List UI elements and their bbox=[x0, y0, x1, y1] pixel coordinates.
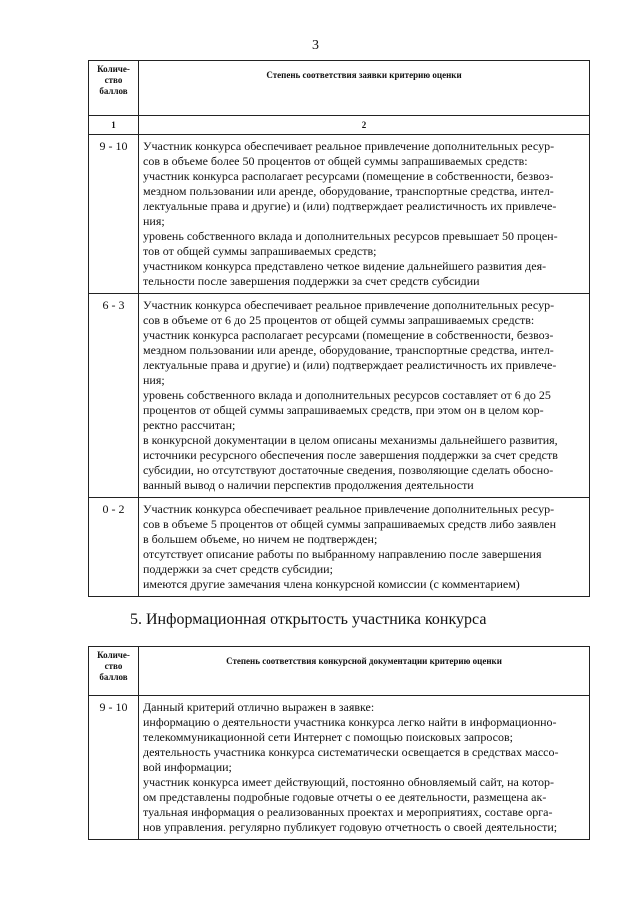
table-row bbox=[89, 135, 590, 294]
description-line: Данный критерий отлично выражен в заявке: bbox=[143, 700, 375, 714]
description-line: в конкурсной документации в целом описаны механизмы дальнейшего развития, bbox=[143, 433, 558, 447]
header-score bbox=[89, 647, 139, 696]
header-score bbox=[89, 61, 139, 116]
description-line: сов в объеме 5 процентов от общей суммы запрашиваемых средств либо заявлен bbox=[143, 517, 557, 531]
description-line: сов в объеме от 6 до 25 процентов от общей суммы запрашиваемых средств: bbox=[143, 313, 535, 327]
description-line: мездном пользовании или аренде, оборудование, транспортные средства, интел- bbox=[143, 343, 554, 357]
description-line: сов в объеме более 50 процентов от общей суммы запрашиваемых средств: bbox=[143, 154, 528, 168]
description-cell bbox=[139, 498, 590, 597]
description-line: поддержки за счет средств субсидии; bbox=[143, 562, 333, 576]
description-line: ния; bbox=[143, 373, 165, 387]
page-number: 3 bbox=[312, 38, 319, 53]
description-line: тельности после завершения поддержки за счет средств субсидии bbox=[143, 274, 480, 288]
description-line: участник конкурса имеет действующий, постоянно обновляемый сайт, на котор- bbox=[143, 775, 555, 789]
description-line: Участник конкурса обеспечивает реальное привлечение дополнительных ресур- bbox=[143, 502, 555, 516]
description-line: лектуальные права и другие) и (или) подтверждает реалистичность их привлече- bbox=[143, 358, 557, 372]
column-number-1: 1 bbox=[89, 116, 139, 135]
description-line: уровень собственного вклада и дополнительных ресурсов составляет от 6 до 25 bbox=[143, 388, 551, 402]
criteria-table-openness bbox=[88, 646, 590, 840]
section-heading: 5. Информационная открытость участника конкурса bbox=[130, 611, 487, 628]
table-header-row bbox=[89, 647, 590, 696]
description-cell bbox=[139, 135, 590, 294]
description-line: уровень собственного вклада и дополнительных ресурсов превышает 50 процен- bbox=[143, 229, 558, 243]
description-line: ом представлены подробные годовые отчеты о ее деятельности, размещена ак- bbox=[143, 790, 547, 804]
description-cell bbox=[139, 696, 590, 840]
description-line: источники ресурсного обеспечения после завершения поддержки за счет средств bbox=[143, 448, 558, 462]
table-header-row bbox=[89, 61, 590, 116]
description-line: информацию о деятельности участника конкурса легко найти в информационно- bbox=[143, 715, 557, 729]
column-number-2: 2 bbox=[139, 116, 590, 135]
description-line: субсидии, но отсутствуют достаточные сведения, позволяющие сделать обосно- bbox=[143, 463, 554, 477]
header-score-text: Количе- ство баллов bbox=[97, 64, 130, 96]
description-line: лектуальные права и другие) и (или) подтверждает реалистичность их привлече- bbox=[143, 199, 557, 213]
description-line: процентов от общей суммы запрашиваемых средств, при этом он в целом кор- bbox=[143, 403, 544, 417]
description-line: ния; bbox=[143, 214, 165, 228]
description-line: отсутствует описание работы по выбранному направлению после завершения bbox=[143, 547, 542, 561]
description-line: туальная информация о реализованных проектах и мероприятиях, составе орга- bbox=[143, 805, 553, 819]
description-line: в большем объеме, но ничем не подтвержден; bbox=[143, 532, 378, 546]
column-number-row bbox=[89, 116, 590, 135]
description-line: нов управления. регулярно публикует годовую отчетность о своей деятельности; bbox=[143, 820, 558, 834]
description-line: деятельность участника конкурса систематически освещается в средствах массо- bbox=[143, 745, 559, 759]
description-line: Участник конкурса обеспечивает реальное привлечение дополнительных ресур- bbox=[143, 298, 555, 312]
header-description: Степень соответствия заявки критерию оценки bbox=[139, 61, 590, 116]
score-cell: 6 - 3 bbox=[89, 294, 139, 498]
description-line: участник конкурса располагает ресурсами (помещение в собственности, безвоз- bbox=[143, 328, 554, 342]
description-line: тов от общей суммы запрашиваемых средств; bbox=[143, 244, 377, 258]
description-line: Участник конкурса обеспечивает реальное привлечение дополнительных ресур- bbox=[143, 139, 555, 153]
description-line: ванный вывод о наличии перспектив продолжения деятельности bbox=[143, 478, 474, 492]
description-line: ректно рассчитан; bbox=[143, 418, 236, 432]
description-line: участником конкурса представлено четкое видение дальнейшего развития дея- bbox=[143, 259, 547, 273]
header-description: Степень соответствия конкурсной документации критерию оценки bbox=[139, 647, 590, 696]
table-row bbox=[89, 696, 590, 840]
description-line: телекоммуникационной сети Интернет с помощью поисковых запросов; bbox=[143, 730, 513, 744]
score-cell: 9 - 10 bbox=[89, 135, 139, 294]
description-line: имеются другие замечания члена конкурсной комиссии (с комментарием) bbox=[143, 577, 520, 591]
score-cell: 9 - 10 bbox=[89, 696, 139, 840]
score-cell: 0 - 2 bbox=[89, 498, 139, 597]
description-line: участник конкурса располагает ресурсами (помещение в собственности, безвоз- bbox=[143, 169, 554, 183]
description-line: мездном пользовании или аренде, оборудование, транспортные средства, интел- bbox=[143, 184, 554, 198]
criteria-table-resources bbox=[88, 60, 590, 597]
description-line: вой информации; bbox=[143, 760, 232, 774]
header-score-text: Количе- ство баллов bbox=[97, 650, 130, 682]
table-row bbox=[89, 498, 590, 597]
description-cell bbox=[139, 294, 590, 498]
table-row bbox=[89, 294, 590, 498]
